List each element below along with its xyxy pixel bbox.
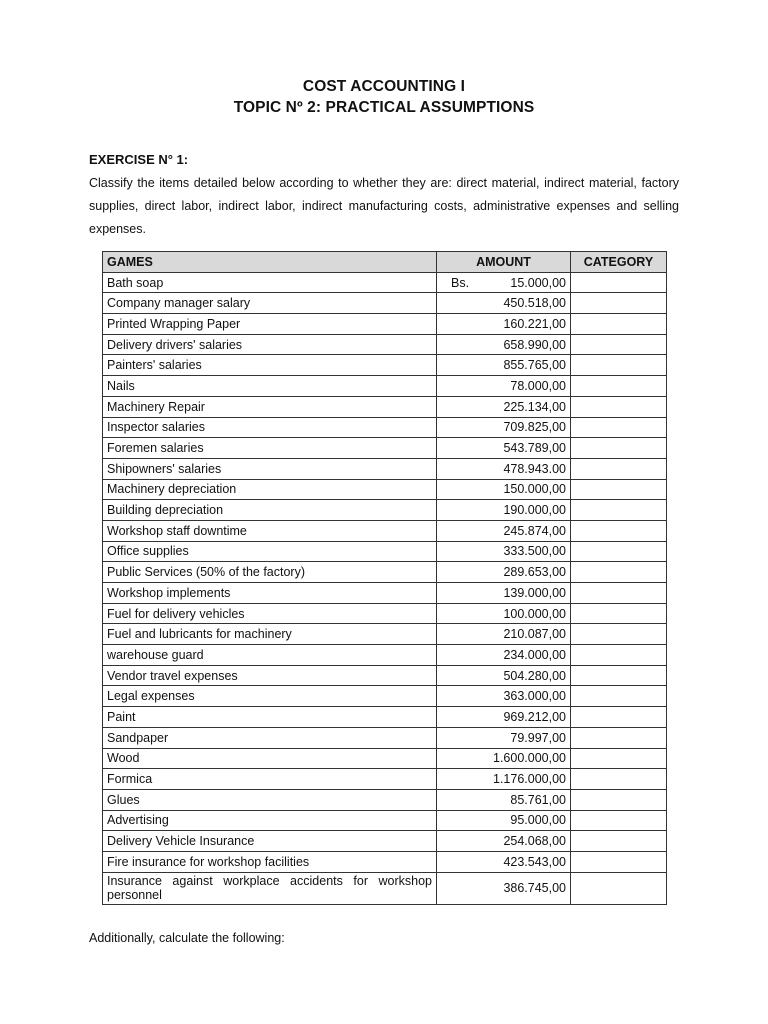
table-row — [103, 603, 667, 624]
item-amount-cell — [437, 583, 571, 604]
item-name-cell: Wood — [103, 748, 437, 769]
item-category-cell[interactable] — [571, 810, 667, 831]
item-category-cell[interactable] — [571, 293, 667, 314]
item-category-cell[interactable] — [571, 831, 667, 852]
item-name-cell: Paint — [103, 707, 437, 728]
amount-value: 139.000,00 — [503, 585, 566, 600]
amount-value: 254.068,00 — [503, 834, 566, 849]
item-amount-cell — [437, 334, 571, 355]
table-row — [103, 314, 667, 335]
table-header-row — [103, 252, 667, 273]
item-amount-cell — [437, 438, 571, 459]
item-category-cell[interactable] — [571, 645, 667, 666]
table-row — [103, 707, 667, 728]
item-amount-cell — [437, 748, 571, 769]
title-line-1: COST ACCOUNTING I — [302, 78, 466, 95]
header-games: GAMES — [103, 252, 437, 273]
item-category-cell[interactable] — [571, 396, 667, 417]
item-amount-cell — [437, 479, 571, 500]
table-body — [103, 272, 667, 904]
amount-value: 386.745,00 — [503, 881, 566, 896]
table-row — [103, 583, 667, 604]
amount-value: 234.000,00 — [503, 647, 566, 662]
item-name-cell: Company manager salary — [103, 293, 437, 314]
item-name-cell: Legal expenses — [103, 686, 437, 707]
item-amount-cell — [437, 562, 571, 583]
table-row — [103, 872, 667, 904]
item-category-cell[interactable] — [571, 686, 667, 707]
item-category-cell[interactable] — [571, 438, 667, 459]
table-row — [103, 520, 667, 541]
amount-value: 658.990,00 — [503, 337, 566, 352]
item-category-cell[interactable] — [571, 520, 667, 541]
table-row — [103, 438, 667, 459]
item-amount-cell — [437, 272, 571, 293]
item-amount-cell — [437, 624, 571, 645]
table-row — [103, 851, 667, 872]
item-amount-cell — [437, 727, 571, 748]
table-row — [103, 831, 667, 852]
table-row — [103, 293, 667, 314]
table-row — [103, 624, 667, 645]
item-category-cell[interactable] — [571, 376, 667, 397]
item-amount-cell — [437, 541, 571, 562]
table-row — [103, 272, 667, 293]
item-category-cell[interactable] — [571, 603, 667, 624]
amount-value: 478.943.00 — [503, 461, 566, 476]
item-amount-cell — [437, 789, 571, 810]
item-category-cell[interactable] — [571, 727, 667, 748]
item-amount-cell — [437, 520, 571, 541]
item-amount-cell — [437, 665, 571, 686]
item-category-cell[interactable] — [571, 272, 667, 293]
amount-value: 363.000,00 — [503, 689, 566, 704]
item-name-cell: Fuel for delivery vehicles — [103, 603, 437, 624]
table-row — [103, 810, 667, 831]
item-amount-cell — [437, 810, 571, 831]
item-name-cell: Public Services (50% of the factory) — [103, 562, 437, 583]
item-name-cell: Sandpaper — [103, 727, 437, 748]
item-amount-cell — [437, 603, 571, 624]
item-category-cell[interactable] — [571, 355, 667, 376]
item-category-cell[interactable] — [571, 500, 667, 521]
amount-value: 333.500,00 — [503, 544, 566, 559]
item-category-cell[interactable] — [571, 458, 667, 479]
amount-value: 504.280,00 — [503, 668, 566, 683]
item-amount-cell — [437, 686, 571, 707]
item-name-cell: Foremen salaries — [103, 438, 437, 459]
table-row — [103, 789, 667, 810]
item-category-cell[interactable] — [571, 748, 667, 769]
currency-label: Bs. — [451, 275, 470, 290]
table-row — [103, 479, 667, 500]
item-name-cell: warehouse guard — [103, 645, 437, 666]
item-name-cell: Building depreciation — [103, 500, 437, 521]
item-category-cell[interactable] — [571, 583, 667, 604]
amount-value: 95.000,00 — [510, 813, 566, 828]
item-category-cell[interactable] — [571, 334, 667, 355]
table-row — [103, 748, 667, 769]
amount-value: 15.000,00 — [510, 275, 566, 290]
amount-value: 210.087,00 — [503, 627, 566, 642]
table-row — [103, 355, 667, 376]
amount-value: 543.789,00 — [503, 441, 566, 456]
item-name-cell: Painters' salaries — [103, 355, 437, 376]
amount-value: 245.874,00 — [503, 523, 566, 538]
item-name-cell: Fuel and lubricants for machinery — [103, 624, 437, 645]
item-category-cell[interactable] — [571, 562, 667, 583]
table-row — [103, 541, 667, 562]
item-amount-cell — [437, 314, 571, 335]
table-row — [103, 500, 667, 521]
amount-value: 79.997,00 — [510, 730, 566, 745]
table-row — [103, 376, 667, 397]
table-row — [103, 727, 667, 748]
items-table — [102, 251, 667, 905]
amount-value: 78.000,00 — [510, 378, 566, 393]
amount-value: 855.765,00 — [503, 358, 566, 373]
table-row — [103, 396, 667, 417]
item-amount-cell — [437, 645, 571, 666]
item-category-cell[interactable] — [571, 851, 667, 872]
table-row — [103, 458, 667, 479]
item-amount-cell — [437, 458, 571, 479]
item-name-cell: Advertising — [103, 810, 437, 831]
item-category-cell[interactable] — [571, 789, 667, 810]
table-row — [103, 645, 667, 666]
item-category-cell[interactable] — [571, 417, 667, 438]
item-amount-cell — [437, 769, 571, 790]
item-name-cell: Vendor travel expenses — [103, 665, 437, 686]
item-amount-cell — [437, 376, 571, 397]
item-name-cell: Glues — [103, 789, 437, 810]
amount-value: 289.653,00 — [503, 565, 566, 580]
item-name-cell: Fire insurance for workshop facilities — [103, 851, 437, 872]
item-name-cell: Printed Wrapping Paper — [103, 314, 437, 335]
item-name-cell: Inspector salaries — [103, 417, 437, 438]
item-amount-cell — [437, 707, 571, 728]
item-name-cell: Formica — [103, 769, 437, 790]
item-category-cell[interactable] — [571, 314, 667, 335]
item-name-cell: Delivery drivers' salaries — [103, 334, 437, 355]
header-amount: AMOUNT — [437, 252, 571, 273]
item-category-cell[interactable] — [571, 479, 667, 500]
item-name-cell: Workshop implements — [103, 583, 437, 604]
footer-note: Additionally, calculate the following: — [89, 931, 285, 945]
item-name-cell: Nails — [103, 376, 437, 397]
item-category-cell[interactable] — [571, 769, 667, 790]
table-row — [103, 769, 667, 790]
item-category-cell[interactable] — [571, 872, 667, 904]
amount-value: 423.543,00 — [503, 854, 566, 869]
item-category-cell[interactable] — [571, 541, 667, 562]
title-line-2: TOPIC Nº 2: PRACTICAL ASSUMPTIONS — [233, 99, 535, 116]
item-name-cell: Delivery Vehicle Insurance — [103, 831, 437, 852]
header-category: CATEGORY — [571, 252, 667, 273]
item-amount-cell — [437, 355, 571, 376]
amount-value: 160.221,00 — [503, 316, 566, 331]
item-amount-cell — [437, 417, 571, 438]
item-amount-cell — [437, 831, 571, 852]
amount-value: 709.825,00 — [503, 420, 566, 435]
instructions-paragraph: Classify the items detailed below according to whether they are: direct material, indirect material, factory supplies, direct labor, indirect labor, indirect manufacturing costs, administrative expenses and selling expenses. — [89, 176, 679, 236]
item-name-cell: Workshop staff downtime — [103, 520, 437, 541]
amount-value: 450.518,00 — [503, 296, 566, 311]
table-row — [103, 665, 667, 686]
amount-value: 969.212,00 — [503, 709, 566, 724]
table-row — [103, 562, 667, 583]
item-name-cell: Shipowners' salaries — [103, 458, 437, 479]
amount-value: 1.176.000,00 — [493, 772, 566, 787]
item-amount-cell — [437, 851, 571, 872]
item-name-cell: Machinery depreciation — [103, 479, 437, 500]
item-amount-cell — [437, 500, 571, 521]
item-name-cell: Machinery Repair — [103, 396, 437, 417]
amount-value: 190.000,00 — [503, 503, 566, 518]
item-name-cell: Office supplies — [103, 541, 437, 562]
item-amount-cell — [437, 293, 571, 314]
item-name-cell: Bath soap — [103, 272, 437, 293]
table-row — [103, 334, 667, 355]
item-category-cell[interactable] — [571, 665, 667, 686]
item-name-cell: Insurance against workplace accidents for workshop personnel — [103, 872, 437, 904]
table-row — [103, 686, 667, 707]
item-category-cell[interactable] — [571, 624, 667, 645]
table-row — [103, 417, 667, 438]
amount-value: 100.000,00 — [503, 606, 566, 621]
item-category-cell[interactable] — [571, 707, 667, 728]
item-amount-cell — [437, 396, 571, 417]
exercise-heading: EXERCISE N° 1: — [89, 152, 189, 167]
amount-value: 225.134,00 — [503, 399, 566, 414]
amount-value: 1.600.000,00 — [493, 751, 566, 766]
item-amount-cell — [437, 872, 571, 904]
amount-value: 85.761,00 — [510, 792, 566, 807]
amount-value: 150.000,00 — [503, 482, 566, 497]
document-title — [0, 76, 768, 118]
